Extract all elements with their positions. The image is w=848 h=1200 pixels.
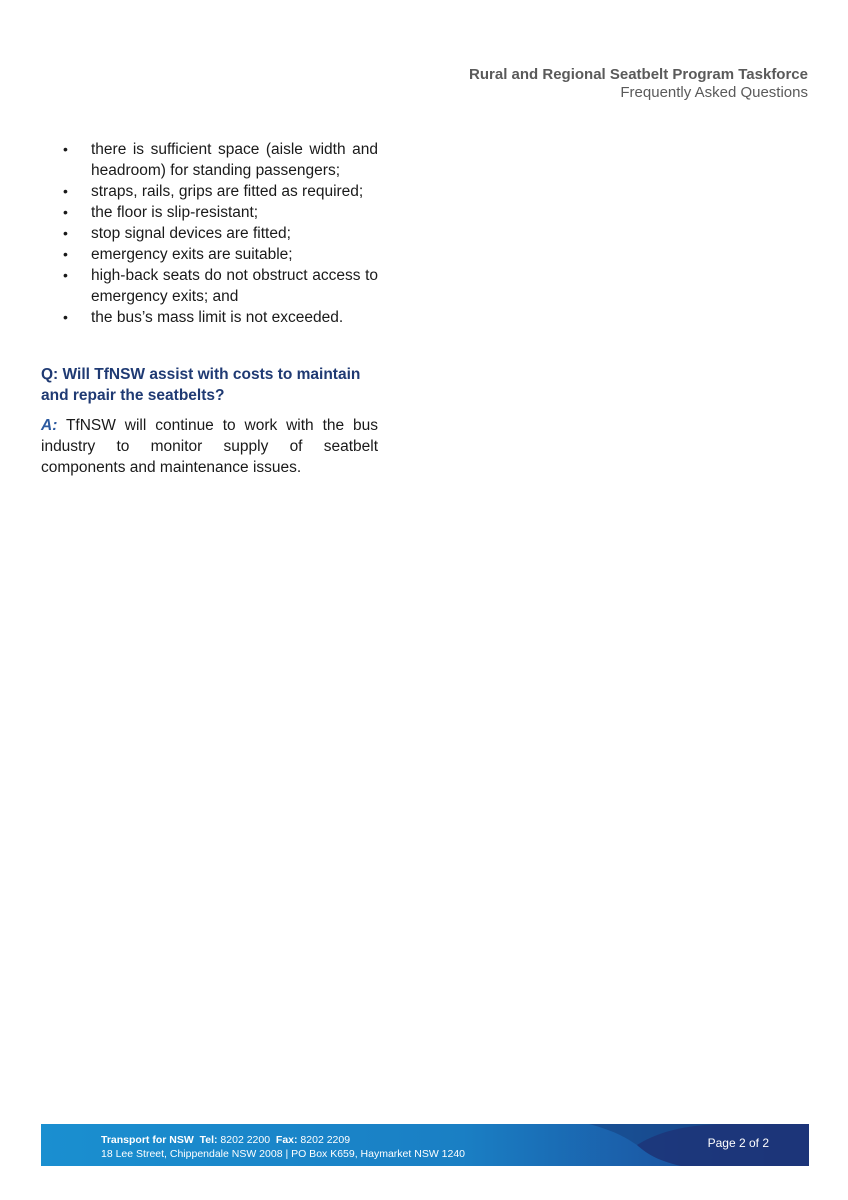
requirements-list [41, 139, 378, 328]
main-column [41, 139, 378, 478]
footer-bar [41, 1124, 809, 1166]
header-title: Rural and Regional Seatbelt Program Taskforce [469, 66, 808, 83]
footer-fax-label: Fax: [275, 1134, 298, 1146]
list-item [41, 223, 378, 244]
list-item-text: emergency exits are suitable; [91, 246, 293, 263]
list-item [41, 265, 378, 307]
document-header [469, 66, 808, 102]
bullet-icon: • [63, 309, 68, 325]
page-number: Page 2 of 2 [707, 1136, 769, 1150]
footer-contact [101, 1133, 465, 1161]
list-item-text: stop signal devices are fitted; [91, 225, 291, 242]
list-item-text: the bus’s mass limit is not exceeded. [91, 309, 344, 326]
list-item-text: high-back seats do not obstruct access to emergency exits; and [91, 267, 378, 305]
footer-fax: 8202 2209 [300, 1134, 351, 1146]
bullet-icon: • [63, 225, 68, 241]
answer-label: A: [41, 417, 58, 434]
bullet-icon: • [63, 246, 68, 262]
list-item-text: there is sufficient space (aisle width and headroom) for standing passengers; [91, 141, 378, 179]
bullet-icon: • [63, 204, 68, 220]
list-item [41, 202, 378, 223]
list-item [41, 244, 378, 265]
list-item [41, 139, 378, 181]
header-subtitle: Frequently Asked Questions [620, 84, 808, 101]
faq-question: Q: Will TfNSW assist with costs to maintain and repair the seatbelts? [41, 366, 361, 404]
footer-address: 18 Lee Street, Chippendale NSW 2008 | PO Box K659, Haymarket NSW 1240 [101, 1148, 466, 1160]
list-item [41, 181, 378, 202]
list-item-text: straps, rails, grips are fitted as required; [91, 183, 364, 200]
answer-text: TfNSW will continue to work with the bus industry to monitor supply of seatbelt components and maintenance issues. [41, 417, 378, 476]
list-item [41, 307, 378, 328]
bullet-icon: • [63, 183, 68, 199]
footer-tel-label: Tel: [199, 1134, 218, 1146]
footer-line-1 [101, 1133, 465, 1147]
bullet-icon: • [63, 141, 68, 157]
footer-tel: 8202 2200 [220, 1134, 271, 1146]
bullet-icon: • [63, 267, 68, 283]
footer-org: Transport for NSW [101, 1134, 194, 1146]
list-item-text: the floor is slip-resistant; [91, 204, 259, 221]
faq-answer [41, 415, 378, 478]
